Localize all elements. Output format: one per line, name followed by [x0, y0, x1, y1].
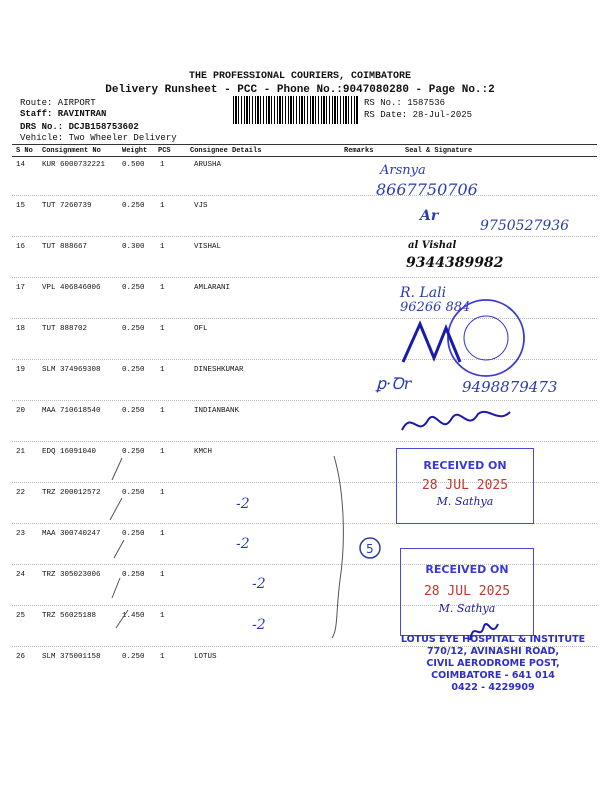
- drs-number: DRS No.: DCJB158753602: [20, 122, 139, 132]
- received-stamp-1: RECEIVED ON 28 JUL 2025 M. Sathya: [396, 448, 534, 524]
- phone-amlarani: 96266 884: [400, 300, 471, 315]
- col-seal: Seal & Signature: [405, 147, 473, 155]
- row-weight: 0.250: [122, 489, 145, 497]
- row-pcs: 1: [160, 325, 165, 333]
- row-pcs: 1: [160, 366, 165, 374]
- row-divider: [12, 236, 597, 237]
- row-sno: 25: [16, 612, 26, 620]
- row-weight: 0.500: [122, 161, 145, 169]
- signature-vjs: Ar: [420, 208, 439, 224]
- row-consignee: DINESHKUMAR: [194, 366, 244, 374]
- row-consignment: TRZ 56025188: [42, 612, 97, 620]
- row-sno: 17: [16, 284, 26, 292]
- row-consignee: VISHAL: [194, 243, 222, 251]
- phone-dineshkumar: 9498879473: [462, 378, 558, 396]
- row-sno: 14: [16, 161, 26, 169]
- row-consignment: TUT 7260739: [42, 202, 92, 210]
- row-consignee: ARUSHA: [194, 161, 222, 169]
- received-stamp-2: RECEIVED ON 28 JUL 2025 M. Sathya: [400, 548, 534, 636]
- row-sno: 23: [16, 530, 26, 538]
- row-pcs: 1: [160, 243, 165, 251]
- mark-minus-two-row24: -2: [252, 576, 266, 592]
- row-consignee: INDIANBANK: [194, 407, 240, 415]
- row-sno: 19: [16, 366, 26, 374]
- row-sno: 16: [16, 243, 26, 251]
- row-weight: 0.250: [122, 530, 145, 538]
- circled-five-mark: [358, 536, 382, 560]
- col-remarks: Remarks: [344, 147, 374, 155]
- row-weight: 0.300: [122, 243, 145, 251]
- row-pcs: 1: [160, 612, 165, 620]
- svg-text:5: 5: [366, 542, 374, 556]
- signature-amlarani: R. Lali: [400, 285, 447, 301]
- row-divider: [12, 277, 597, 278]
- row-weight: 0.250: [122, 202, 145, 210]
- row-consignment: EDQ 16091040: [42, 448, 97, 456]
- row-sno: 20: [16, 407, 26, 415]
- vehicle: Vehicle: Two Wheeler Delivery: [20, 133, 177, 143]
- row-pcs: 1: [160, 161, 165, 169]
- row-consignment: KUR 6000732221: [42, 161, 106, 169]
- signature-dineshkumar: ꝑ·Ꝺr: [376, 374, 412, 393]
- header-top-rule: [12, 144, 597, 145]
- row-consignment: TUT 888667: [42, 243, 88, 251]
- row-divider: [12, 441, 597, 442]
- row-consignment: MAA 710618540: [42, 407, 101, 415]
- row-weight: 0.250: [122, 571, 145, 579]
- col-consignment: Consignment No: [42, 147, 101, 155]
- row-weight: 1.450: [122, 612, 145, 620]
- lotus-hospital-stamp: LOTUS EYE HOSPITAL & INSTITUTE 770/12, AVINASHI ROAD, CIVIL AERODROME POST, COIMBATORE - 641 014 0422 - 4229909: [400, 634, 586, 693]
- mark-minus-two-row25: -2: [252, 617, 266, 633]
- phone-vishal: 9344389982: [406, 255, 504, 271]
- row-divider: [12, 195, 597, 196]
- row-weight: 0.250: [122, 284, 145, 292]
- row-sno: 18: [16, 325, 26, 333]
- barcode: [233, 96, 359, 124]
- row-weight: 0.250: [122, 366, 145, 374]
- col-pcs: PCS: [158, 147, 171, 155]
- row-consignee: LOTUS: [194, 653, 217, 661]
- signature-lotus: [466, 616, 502, 646]
- runsheet-title: Delivery Runsheet - PCC - Phone No.:9047080280 - Page No.:2: [105, 84, 495, 96]
- row-consignee: AMLARANI: [194, 284, 231, 292]
- col-weight: Weight: [122, 147, 148, 155]
- row-consignee: KMCH: [194, 448, 213, 456]
- row-pcs: 1: [160, 571, 165, 579]
- col-sno: S No: [16, 147, 33, 155]
- row-weight: 0.250: [122, 407, 145, 415]
- phone-vjs: 9750527936: [480, 218, 570, 234]
- row-sno: 21: [16, 448, 26, 456]
- signature-arusha: Arsnya: [380, 163, 426, 178]
- row-pcs: 1: [160, 653, 165, 661]
- row-pcs: 1: [160, 530, 165, 538]
- row-consignment: TRZ 305023006: [42, 571, 101, 579]
- mark-minus-two-row22: -2: [236, 496, 250, 512]
- row-consignee: VJS: [194, 202, 208, 210]
- col-consignee: Consignee Details: [190, 147, 262, 155]
- route: Route: AIRPORT: [20, 98, 96, 108]
- row-weight: 0.250: [122, 448, 145, 456]
- row-consignment: SLM 374969308: [42, 366, 101, 374]
- row-consignment: TUT 888702: [42, 325, 88, 333]
- signature-vishal: al Vishal: [408, 240, 457, 251]
- row-sno: 15: [16, 202, 26, 210]
- row-sno: 26: [16, 653, 26, 661]
- rs-number: RS No.: 1587536: [364, 98, 446, 108]
- header-bottom-rule: [12, 156, 597, 157]
- row-weight: 0.250: [122, 653, 145, 661]
- mark-minus-two-row23: -2: [236, 536, 250, 552]
- row-pcs: 1: [160, 284, 165, 292]
- row-pcs: 1: [160, 202, 165, 210]
- company-title: THE PROFESSIONAL COURIERS, COIMBATORE: [188, 71, 412, 82]
- row-sno: 22: [16, 489, 26, 497]
- margin-marks: [100, 450, 360, 640]
- staff: Staff: RAVINTRAN: [20, 109, 107, 119]
- row-pcs: 1: [160, 489, 165, 497]
- phone-arusha: 8667750706: [376, 180, 478, 199]
- row-pcs: 1: [160, 407, 165, 415]
- row-consignment: MAA 300740247: [42, 530, 101, 538]
- signature-ofl: [398, 318, 468, 368]
- row-consignment: TRZ 200012572: [42, 489, 101, 497]
- row-sno: 24: [16, 571, 26, 579]
- row-pcs: 1: [160, 448, 165, 456]
- row-consignment: SLM 375001158: [42, 653, 101, 661]
- row-consignee: OFL: [194, 325, 208, 333]
- row-weight: 0.250: [122, 325, 145, 333]
- signature-indianbank: [398, 400, 528, 440]
- row-consignment: VPL 406846006: [42, 284, 101, 292]
- rs-date: RS Date: 28-Jul-2025: [364, 110, 473, 120]
